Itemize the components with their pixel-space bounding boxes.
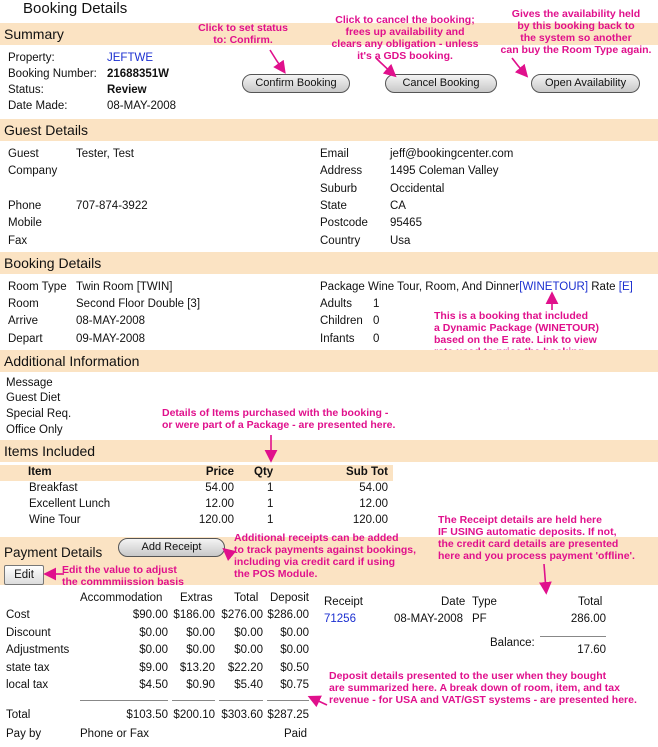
note-open-line: Gives the availability held xyxy=(511,8,641,20)
payment-title: Payment Details xyxy=(4,545,103,560)
note-receipts-line: the POS Module. xyxy=(234,568,318,580)
status-value: Review xyxy=(107,84,147,96)
note-receipt-details-line: The Receipt details are held here xyxy=(438,514,602,526)
pay-by-label: Pay by xyxy=(6,728,42,740)
items-row-qty: 1 xyxy=(267,498,274,510)
depart-value: 09-MAY-2008 xyxy=(76,333,146,345)
balance-label: Balance: xyxy=(490,637,535,649)
receipt-header-total: Total xyxy=(578,596,603,608)
room-value: Second Floor Double [3] xyxy=(76,298,201,310)
note-edit-line: Edit the value to adjust xyxy=(62,564,177,576)
note-cancel-line: frees up availability and xyxy=(345,26,465,38)
edit-button[interactable]: Edit xyxy=(4,565,44,585)
pay-cell: $5.40 xyxy=(234,679,263,691)
items-row-subtot: 54.00 xyxy=(359,482,388,494)
pay-cell: $0.00 xyxy=(280,627,309,639)
arrive-label: Arrive xyxy=(8,315,39,327)
status-label: Status: xyxy=(8,84,44,96)
depart-label: Depart xyxy=(8,333,43,345)
special-req-label: Special Req. xyxy=(6,408,72,420)
section-additional-header: Additional Information xyxy=(0,350,658,372)
note-receipts-line: Additional receipts can be added xyxy=(234,532,399,544)
office-only-label: Office Only xyxy=(6,424,63,436)
pay-header-total: Total xyxy=(234,592,259,604)
pay-row-label: Discount xyxy=(6,627,51,639)
pay-cell: $0.90 xyxy=(186,679,215,691)
email-label: Email xyxy=(320,148,349,160)
pay-cell: $0.00 xyxy=(139,644,168,656)
note-receipt-details-line: the credit card details are presented xyxy=(438,538,619,550)
pay-cell: $0.00 xyxy=(280,644,309,656)
items-row-price: 54.00 xyxy=(205,482,234,494)
note-receipts-line: to track payments against bookings, xyxy=(234,544,417,556)
date-made-value: 08-MAY-2008 xyxy=(107,100,177,112)
section-guest-header: Guest Details xyxy=(0,119,658,141)
note-receipt-details-line: IF USING automatic deposits. If not, xyxy=(438,526,617,538)
items-header-price: Price xyxy=(205,466,234,478)
note-confirm-line: to: Confirm. xyxy=(213,34,273,46)
open-availability-button[interactable]: Open Availability xyxy=(531,74,640,93)
address-label: Address xyxy=(320,165,363,177)
note-open-line: by this booking back to xyxy=(517,20,635,32)
package-value: Wine Tour, Room, And Dinner xyxy=(367,281,520,293)
note-edit-line: the commmiission basis xyxy=(62,576,184,588)
note-package-line: a Dynamic Package (WINETOUR) xyxy=(434,322,599,334)
mobile-label: Mobile xyxy=(8,217,42,229)
receipt-header-date: Date xyxy=(441,596,466,608)
items-header-subtot: Sub Tot xyxy=(346,466,388,478)
postcode-value: 95465 xyxy=(390,217,422,229)
country-label: Country xyxy=(320,235,361,247)
pay-cell: $9.00 xyxy=(139,662,168,674)
pay-cell: $22.20 xyxy=(227,662,263,674)
phone-label: Phone xyxy=(8,200,42,212)
rate-label: Rate xyxy=(591,281,616,293)
items-row-item: Wine Tour xyxy=(29,514,81,526)
email-value: jeff@bookingcenter.com xyxy=(390,148,514,160)
receipt-header-type: Type xyxy=(472,596,497,608)
page-title: Booking Details xyxy=(23,0,128,17)
pay-total-cell: $200.10 xyxy=(173,709,215,721)
infants-label: Infants xyxy=(320,333,355,345)
state-label: State xyxy=(320,200,347,212)
pay-row-label: Adjustments xyxy=(6,644,70,656)
paid-label: Paid xyxy=(284,728,308,740)
note-deposit-line: are summarized here. A break down of room, item, and tax xyxy=(329,682,620,694)
pay-total-label: Total xyxy=(6,709,31,721)
section-items-header: Items Included xyxy=(0,440,658,462)
pay-header-extras: Extras xyxy=(180,592,213,604)
room-label: Room xyxy=(8,298,39,310)
arrow-open xyxy=(512,58,525,74)
state-value: CA xyxy=(390,200,406,212)
pay-cell: $0.00 xyxy=(186,627,215,639)
items-row-item: Breakfast xyxy=(29,482,78,494)
rate-code-link[interactable]: [E] xyxy=(618,281,633,293)
items-row-item: Excellent Lunch xyxy=(29,498,111,510)
pay-row-label: state tax xyxy=(6,662,50,674)
note-receipts-line: including via credit card if using xyxy=(234,556,396,568)
note-open-line: can buy the Room Type again. xyxy=(500,44,652,56)
suburb-label: Suburb xyxy=(320,183,358,195)
receipt-header-receipt: Receipt xyxy=(324,596,363,608)
items-row-subtot: 12.00 xyxy=(359,498,388,510)
adults-label: Adults xyxy=(320,298,352,310)
items-row-qty: 1 xyxy=(267,482,274,494)
guest-diet-label: Guest Diet xyxy=(6,392,61,404)
pay-total-cell: $303.60 xyxy=(221,709,263,721)
note-open-line: the system so another xyxy=(520,32,632,44)
arrive-value: 08-MAY-2008 xyxy=(76,315,146,327)
adults-value: 1 xyxy=(373,298,380,310)
note-items-line: Details of Items purchased with the booking - xyxy=(162,407,389,419)
pay-cell: $186.00 xyxy=(173,609,215,621)
fax-label: Fax xyxy=(8,235,28,247)
note-receipt-details-line: here and you process payment 'offline'. xyxy=(438,550,635,562)
note-deposit-line: revenue - for USA and VAT/GST systems - are presented here. xyxy=(329,694,637,706)
note-package-line: This is a booking that included xyxy=(434,310,589,322)
confirm-booking-button[interactable]: Confirm Booking xyxy=(242,74,350,93)
arrow-deposit xyxy=(312,698,327,705)
note-cancel-line: Click to cancel the booking; xyxy=(335,14,475,26)
items-row-price: 120.00 xyxy=(198,514,234,526)
suburb-value: Occidental xyxy=(390,183,445,195)
balance-value: 17.60 xyxy=(577,644,606,656)
items-header-qty: Qty xyxy=(254,466,274,478)
pay-cell: $286.00 xyxy=(267,609,309,621)
arrow-cancel xyxy=(376,58,393,74)
guest-label: Guest xyxy=(8,148,39,160)
message-label: Message xyxy=(6,377,53,389)
property-label: Property: xyxy=(8,52,55,64)
receipt-date: 08-MAY-2008 xyxy=(394,613,464,625)
section-booking-header: Booking Details xyxy=(0,252,658,274)
pay-row-label: Cost xyxy=(6,609,30,621)
note-cancel-line: clears any obligation - unless xyxy=(331,38,479,50)
date-made-label: Date Made: xyxy=(8,100,68,112)
pay-cell: $0.00 xyxy=(234,627,263,639)
note-confirm-line: Click to set status xyxy=(198,22,288,34)
cancel-booking-button[interactable]: Cancel Booking xyxy=(385,74,497,93)
pay-cell: $0.75 xyxy=(280,679,309,691)
pay-cell: $0.00 xyxy=(139,627,168,639)
note-cancel-line: it's a GDS booking. xyxy=(357,50,453,62)
note-package-line: based on the E rate. Link to view xyxy=(434,334,597,346)
room-type-label: Room Type xyxy=(8,281,67,293)
arrow-confirm xyxy=(270,50,283,70)
note-items-line: or were part of a Package - are presented here. xyxy=(162,419,396,431)
arrow-receipts xyxy=(226,551,232,556)
children-value: 0 xyxy=(373,315,380,327)
pay-by-value: Phone or Fax xyxy=(80,728,150,740)
pay-cell: $4.50 xyxy=(139,679,168,691)
note-deposit-line: Deposit details presented to the user when they bought xyxy=(329,670,607,682)
pay-total-cell: $287.25 xyxy=(267,709,309,721)
pay-cell: $90.00 xyxy=(132,609,168,621)
items-row-qty: 1 xyxy=(267,514,274,526)
pay-cell: $0.00 xyxy=(234,644,263,656)
booking-number-value: 21688351W xyxy=(107,68,170,80)
property-value: JEFTWE xyxy=(107,52,153,64)
postcode-label: Postcode xyxy=(320,217,368,229)
receipt-total: 286.00 xyxy=(570,613,606,625)
arrow-receipt-details xyxy=(544,564,546,590)
package-label: Package xyxy=(320,281,365,293)
receipt-type: PF xyxy=(472,613,487,625)
pay-total-cell: $103.50 xyxy=(126,709,168,721)
phone-value: 707-874-3922 xyxy=(76,200,148,212)
items-header-item: Item xyxy=(28,466,52,478)
address-value: 1495 Coleman Valley xyxy=(390,165,499,177)
items-row-price: 12.00 xyxy=(205,498,234,510)
package-code-link[interactable]: [WINETOUR] xyxy=(519,281,589,293)
country-value: Usa xyxy=(390,235,411,247)
booking-number-label: Booking Number: xyxy=(8,68,97,80)
room-type-value: Twin Room [TWIN] xyxy=(76,281,173,293)
children-label: Children xyxy=(320,315,363,327)
pay-cell: $13.20 xyxy=(179,662,215,674)
section-summary-header: Summary xyxy=(0,23,658,45)
pay-header-deposit: Deposit xyxy=(270,592,309,604)
guest-value: Tester, Test xyxy=(76,148,134,160)
add-receipt-button[interactable]: Add Receipt xyxy=(118,538,225,557)
pay-header-accommodation: Accommodation xyxy=(80,592,163,604)
pay-cell: $0.50 xyxy=(280,662,309,674)
pay-cell: $0.00 xyxy=(186,644,215,656)
infants-value: 0 xyxy=(373,333,380,345)
items-row-subtot: 120.00 xyxy=(352,514,388,526)
pay-cell: $276.00 xyxy=(221,609,263,621)
company-label: Company xyxy=(8,165,58,177)
receipt-number-link[interactable]: 71256 xyxy=(324,613,356,625)
pay-row-label: local tax xyxy=(6,679,49,691)
